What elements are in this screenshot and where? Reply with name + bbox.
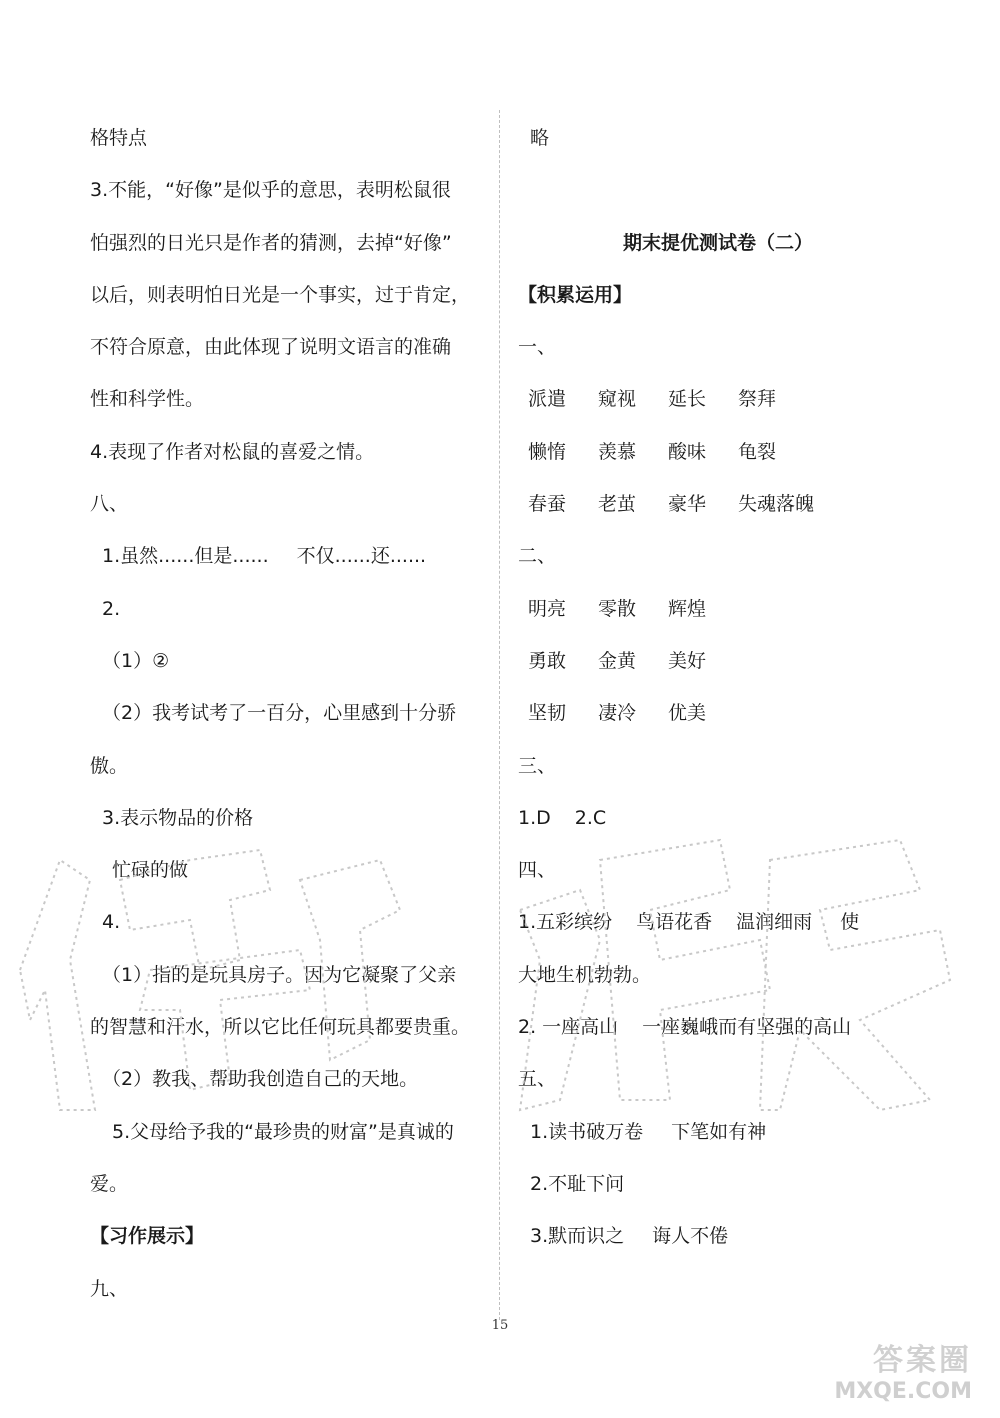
watermark-logo-text: 答案圈 [873, 1343, 972, 1378]
text-line: 2. [102, 597, 121, 620]
answer-part: 下笔如有神 [671, 1120, 767, 1143]
text-line: （2）我考试考了一百分，心里感到十分骄 [102, 702, 457, 725]
section-label: 【习作展示】 [90, 1225, 205, 1248]
text-line: 以后，则表明怕日光是一个事实，过于肯定， [90, 283, 471, 306]
word: 凄冷 [598, 702, 637, 725]
text-line: （1）② [102, 649, 170, 672]
word: 辉煌 [668, 597, 707, 620]
text-line: （2）教我、帮助我创造自己的天地。 [102, 1068, 419, 1091]
text-line: 的智慧和汗水，所以它比任何玩具都要贵重。 [90, 1016, 471, 1039]
text-line: （1）指的是玩具房子。因为它凝聚了父亲 [102, 963, 457, 986]
text-line: 忙碌的做 [112, 859, 189, 882]
answer-part: 1.五彩缤纷 [518, 911, 613, 934]
blank-line [518, 164, 918, 216]
word: 优美 [668, 702, 707, 725]
text-line [518, 1106, 918, 1158]
answer-part: 诲人不倦 [652, 1225, 729, 1248]
text-line [518, 1210, 918, 1262]
answer-part: 温润细雨 [736, 911, 813, 934]
answer-part: 使 [840, 911, 860, 934]
word: 延长 [668, 388, 707, 411]
word: 窥视 [598, 388, 637, 411]
word-row [518, 583, 918, 635]
text-line: 3.表示物品的价格 [102, 806, 254, 829]
word-row [518, 426, 918, 478]
answer-part: 1.读书破万卷 [530, 1120, 644, 1143]
section-heading: 四、 [518, 859, 557, 882]
text-line [518, 896, 918, 948]
text-line: 5.父母给予我的“最珍贵的财富”是真诚的 [112, 1120, 454, 1143]
left-column [90, 112, 490, 1315]
text-line [518, 792, 918, 844]
watermark-url: MXQE.COM [834, 1379, 972, 1404]
section-heading: 五、 [518, 1068, 557, 1091]
text-line: 傲。 [90, 754, 129, 777]
text-line: 大地生机勃勃。 [518, 963, 652, 986]
answer-part: 鸟语花香 [636, 911, 713, 934]
text-line: 不符合原意，由此体现了说明文语言的准确 [90, 336, 452, 359]
text-line: 略 [530, 127, 550, 149]
text-line: 3.不能，“好像”是似乎的意思，表明松鼠很 [90, 179, 451, 202]
text-line: 2.不耻下问 [530, 1172, 625, 1195]
word: 羡慕 [598, 440, 637, 463]
word-row [518, 478, 918, 530]
word: 勇敢 [528, 649, 567, 672]
exam-title: 期末提优测试卷（二） [622, 231, 813, 254]
word: 零散 [598, 597, 637, 620]
word: 酸味 [668, 440, 707, 463]
column-divider [499, 110, 500, 1320]
word: 派遣 [528, 388, 567, 411]
section-label: 【积累运用】 [518, 283, 633, 306]
answer-part: 不仅......还...... [296, 545, 427, 568]
section-heading: 八、 [90, 493, 129, 516]
text-line: 性和科学性。 [90, 388, 205, 411]
section-heading: 一、 [518, 336, 557, 359]
text-line [518, 1001, 918, 1053]
word: 坚韧 [528, 702, 567, 725]
text-line: 爱。 [90, 1172, 129, 1195]
section-heading: 九、 [90, 1277, 129, 1300]
right-column [518, 112, 918, 1263]
answer-part: 1.D [518, 806, 551, 829]
answer-part: 2.C [574, 806, 607, 829]
word: 失魂落魄 [738, 493, 815, 516]
answer-part: 3.默而识之 [530, 1225, 625, 1248]
text-line: 格特点 [90, 127, 148, 149]
text-line: 4. [102, 911, 121, 934]
answer-part: 一座巍峨而有坚强的高山 [642, 1016, 852, 1039]
page-number: 15 [491, 1318, 509, 1333]
word: 春蚕 [528, 493, 567, 516]
answer-part: 2. 一座高山 [518, 1016, 619, 1039]
word: 龟裂 [738, 440, 777, 463]
section-heading: 二、 [518, 545, 557, 568]
text-line [90, 530, 490, 582]
text-line: 4.表现了作者对松鼠的喜爱之情。 [90, 440, 375, 463]
answer-part: 1.虽然......但是...... [102, 545, 269, 568]
word-row [518, 373, 918, 425]
word-row [518, 687, 918, 739]
text-line: 怕强烈的日光只是作者的猜测，去掉“好像” [90, 231, 452, 254]
word: 美好 [668, 649, 707, 672]
section-heading: 三、 [518, 754, 557, 777]
watermark-logo [834, 1335, 972, 1404]
word: 祭拜 [738, 388, 777, 411]
word-row [518, 635, 918, 687]
word: 金黄 [598, 649, 637, 672]
word: 豪华 [668, 493, 707, 516]
word: 明亮 [528, 597, 567, 620]
word: 懒惰 [528, 440, 567, 463]
word: 老茧 [598, 493, 637, 516]
